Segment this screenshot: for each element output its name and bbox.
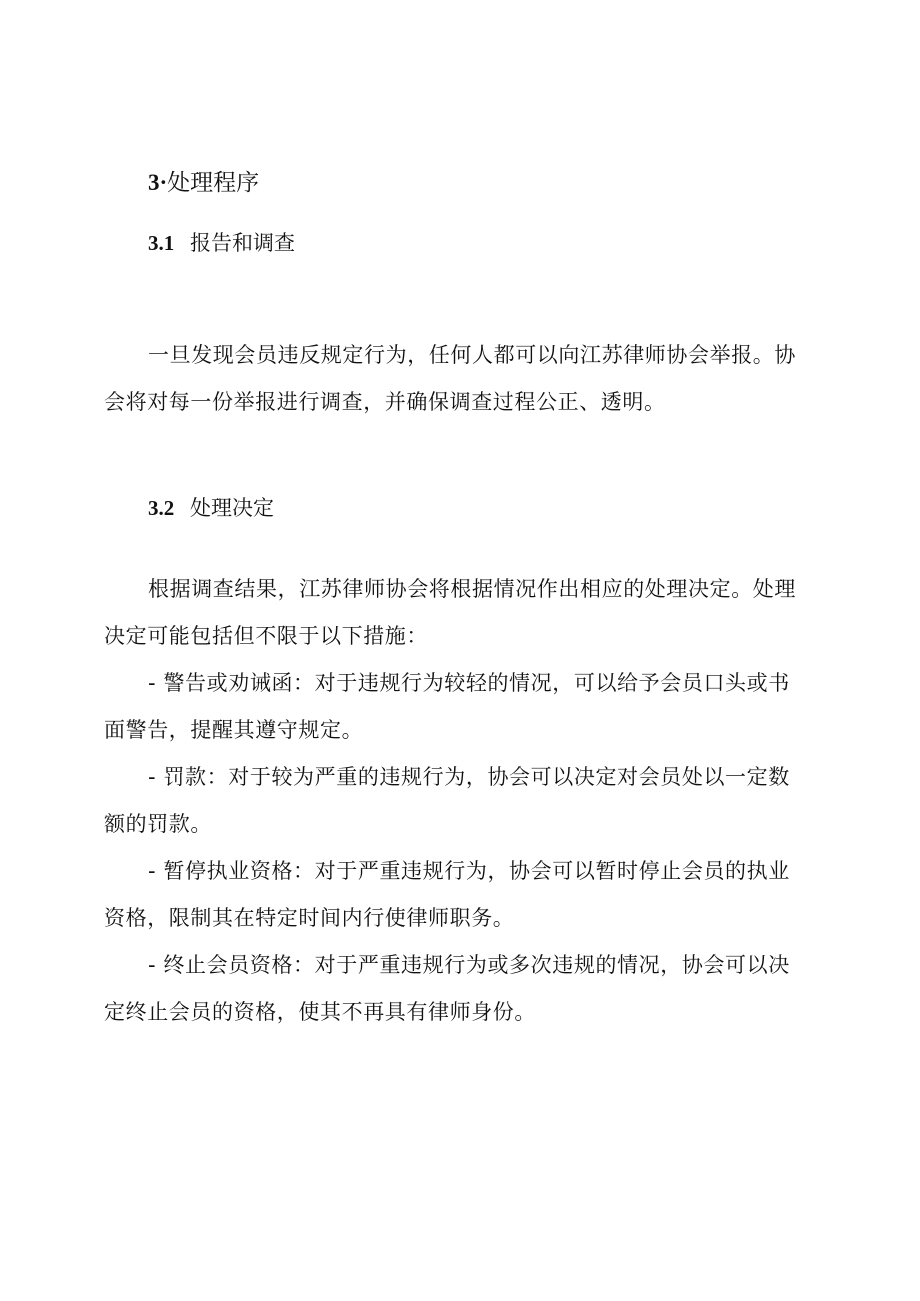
subsection-heading-3-2 — [148, 493, 274, 523]
subsection-title: 处理决定 — [190, 496, 274, 520]
paragraph-reporting: 一旦发现会员违反规定行为，任何人都可以向江苏律师协会举报。协会将对每一份举报进行调查，并确保调查过程公正、透明。 — [104, 343, 796, 414]
list-item: - 罚款：对于较为严重的违规行为，协会可以决定对会员处以一定数额的罚款。 — [104, 765, 790, 836]
measures-list — [104, 660, 804, 1036]
subsection-title: 报告和调查 — [190, 231, 295, 255]
list-item: - 警告或劝诫函：对于违规行为较轻的情况，可以给予会员口头或书面警告，提醒其遵守规定。 — [104, 671, 790, 742]
section-heading — [148, 166, 259, 200]
list-item: - 暂停执业资格：对于严重违规行为，协会可以暂时停止会员的执业资格，限制其在特定时间内行使律师职务。 — [104, 859, 790, 930]
list-item: - 终止会员资格：对于严重违规行为或多次违规的情况，协会可以决定终止会员的资格，使其不再具有律师身份。 — [104, 953, 790, 1024]
section-title: 处理程序 — [167, 170, 260, 196]
subsection-number: 3.2 — [148, 496, 175, 520]
paragraph-decision: 根据调查结果，江苏律师协会将根据情况作出相应的处理决定。处理决定可能包括但不限于以下措施： — [104, 577, 796, 648]
subsection-heading-3-1 — [148, 228, 295, 258]
section-number: 3· — [148, 170, 168, 195]
subsection-number: 3.1 — [148, 231, 175, 255]
